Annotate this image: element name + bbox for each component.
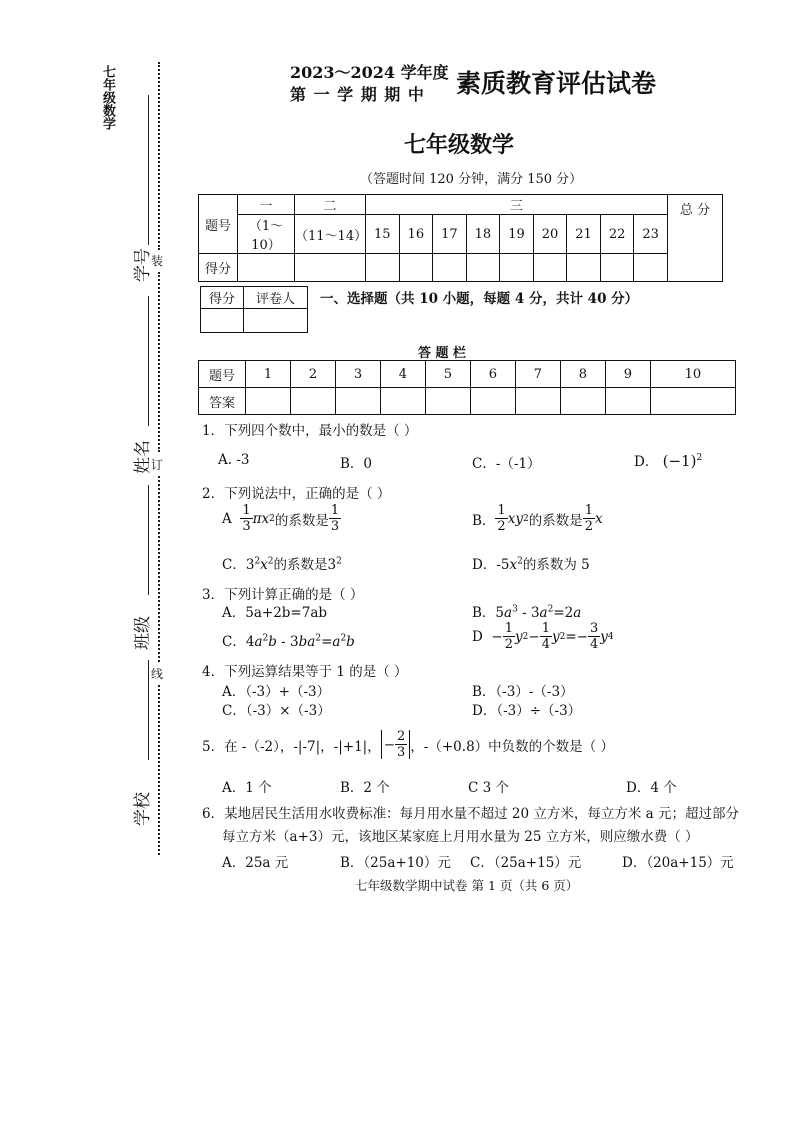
score-cell[interactable] <box>500 254 534 282</box>
q5-option-d: D．4 个 <box>626 780 677 796</box>
q4-option-d: D．（-3）÷（-3） <box>472 703 582 719</box>
answer-cell[interactable] <box>425 388 470 415</box>
question-number: 22 <box>600 215 634 254</box>
q4-option-c: C．（-3）×（-3） <box>222 703 331 719</box>
q2-option-a: A $\frac{1}{3}$ πx 2 的系数是 $\frac{1}{3}$ <box>222 503 340 534</box>
question-number: 21 <box>567 215 601 254</box>
seal-dotted-line <box>158 476 160 662</box>
grader-score-cell[interactable] <box>201 309 244 333</box>
q1-option-b: B．0 <box>340 456 373 472</box>
q6-option-c: C．（25a+15）元 <box>470 855 582 871</box>
subject-vertical-label: 七年级数学 <box>100 65 115 130</box>
answer-number: 6 <box>470 361 515 388</box>
q3-option-b: B．$5a^3 - 3a^2=2a$ <box>472 604 582 621</box>
answer-number: 8 <box>560 361 605 388</box>
q2-option-b-label: B． <box>472 512 496 529</box>
score-cell[interactable] <box>567 254 601 282</box>
q4-stem: 4．下列运算结果等于 1 的是（ ） <box>202 664 408 680</box>
q2-option-b-text: 的系数是 <box>528 512 583 529</box>
part-one-header: 一 <box>238 195 295 215</box>
student-id-label: 学号 <box>133 248 153 282</box>
q5-stem-suffix: ，-（+0.8）中负数的个数是（ ） <box>410 738 614 755</box>
question-number: 16 <box>399 215 433 254</box>
q6-stem-line-2: 每立方米（a+3）元，该地区某家庭上月用水量为 25 立方米，则应缴水费（ ） <box>222 829 699 845</box>
answer-bar-title: 答 题 栏 <box>418 346 467 361</box>
q3-option-c-label: C． <box>222 634 246 650</box>
score-cell[interactable] <box>366 254 400 282</box>
answer-cell[interactable] <box>605 388 650 415</box>
answer-table <box>198 360 736 415</box>
grader-box <box>200 286 308 333</box>
answer-cell[interactable] <box>380 388 425 415</box>
question-number: 17 <box>433 215 467 254</box>
q3-option-d: D − $\frac{1}{2}$ y 2 − $\frac{1}{4}$ y 2 =− $\frac{3}{4}$ y 4 <box>472 621 614 652</box>
q5-stem-prefix: 5．在 -（-2），-|-7|，-|+1|， <box>202 738 381 755</box>
grader-name-cell[interactable] <box>244 309 308 333</box>
score-cell[interactable] <box>238 254 295 282</box>
answer-number: 5 <box>425 361 470 388</box>
q2-option-d-label: D． <box>472 557 497 573</box>
student-id-line <box>148 95 149 245</box>
term-label: 第 一 学 期 期 中 <box>290 85 425 104</box>
q6-stem-line-1: 6．某地居民生活用水收费标准：每月用水量不超过 20 立方米，每立方米 a 元；超过部分 <box>202 806 739 822</box>
page-footer: 七年级数学期中试卷 第 1 页（共 6 页） <box>355 878 579 893</box>
q1-stem: 1．下列四个数中，最小的数是（ ） <box>202 423 418 439</box>
exam-title: 素质教育评估试卷 <box>456 69 657 98</box>
score-cell[interactable] <box>466 254 500 282</box>
question-number: 23 <box>634 215 668 254</box>
total-header: 总 分 <box>668 195 723 282</box>
answer-number: 9 <box>605 361 650 388</box>
seal-dotted-line <box>158 272 160 452</box>
answer-cell[interactable] <box>290 388 335 415</box>
q5-option-c: C 3 个 <box>468 780 510 796</box>
seal-dotted-line <box>158 685 160 855</box>
q2-option-a-text: 的系数是 <box>274 512 329 529</box>
q1-option-a: A. -3 <box>218 452 250 468</box>
question-number: 18 <box>466 215 500 254</box>
answer-number: 3 <box>335 361 380 388</box>
score-cell[interactable] <box>399 254 433 282</box>
q5-option-a: A．1 个 <box>222 780 272 796</box>
answer-cell[interactable] <box>515 388 560 415</box>
q6-option-b: B．（25a+10）元 <box>340 855 451 871</box>
part-one-range: （1～10） <box>238 215 295 254</box>
q2-stem: 2．下列说法中，正确的是（ ） <box>202 486 391 502</box>
name-label: 姓名 <box>133 440 153 474</box>
part-two-header: 二 <box>295 195 366 215</box>
school-line <box>148 660 149 760</box>
name-line <box>148 296 149 426</box>
q1-option-d: D． $(-1)^2$ <box>634 452 703 470</box>
answer-number: 7 <box>515 361 560 388</box>
grader-score-label: 得分 <box>201 287 244 309</box>
answer-cell[interactable] <box>246 388 291 415</box>
q3-option-c: C．$4a^2b - 3ba^2=a^2b$ <box>222 633 355 650</box>
question-number: 19 <box>500 215 534 254</box>
answer-number: 10 <box>650 361 735 388</box>
score-cell[interactable] <box>295 254 366 282</box>
q2-option-b: B． $\frac{1}{2}$ xy 2 的系数是 $\frac{1}{2}$ x <box>472 503 603 534</box>
q1-option-d-label: D． <box>634 454 659 470</box>
class-line <box>148 485 149 595</box>
subject-title: 七年级数学 <box>404 133 515 158</box>
seal-mark-line: 线 <box>151 667 164 681</box>
q6-option-a: A．25a 元 <box>222 855 289 871</box>
section-one-title: 一、选择题（共 10 小题，每题 4 分，共计 40 分） <box>320 291 639 307</box>
q3-option-b-label: B． <box>472 605 496 621</box>
exam-info: （答题时间 120 分钟，满分 150 分） <box>360 172 583 187</box>
class-label: 班级 <box>133 616 153 650</box>
q2-option-c-text: 的系数是 <box>273 557 328 573</box>
question-number: 15 <box>366 215 400 254</box>
q1-option-c: C．-（-1） <box>472 456 541 472</box>
score-cell[interactable] <box>600 254 634 282</box>
q4-option-b: B．（-3）-（-3） <box>472 684 574 700</box>
q6-option-d: D．（20a+15）元 <box>622 855 734 871</box>
answer-row-label: 答案 <box>199 388 246 415</box>
q3-option-a: A．5a+2b=7ab <box>222 605 328 621</box>
q2-option-d-text: 的系数为 5 <box>522 557 590 573</box>
score-row-label: 题号 <box>199 195 238 254</box>
q3-stem: 3．下列计算正确的是（ ） <box>202 587 364 603</box>
seal-mark-bind: 装 <box>151 254 164 268</box>
q5-option-b: B．2 个 <box>340 780 390 796</box>
answer-cell[interactable] <box>335 388 380 415</box>
q2-option-c: C．$3^2x^2$的系数是$3^2$ <box>222 556 342 573</box>
seal-dotted-line <box>158 62 160 250</box>
score-table <box>198 194 723 282</box>
answer-number: 1 <box>246 361 291 388</box>
answer-cell[interactable] <box>470 388 515 415</box>
score-cell[interactable] <box>634 254 668 282</box>
answer-cell[interactable] <box>650 388 735 415</box>
score-cell[interactable] <box>433 254 467 282</box>
q3-option-d-label: D <box>472 628 483 645</box>
question-number: 20 <box>533 215 567 254</box>
school-year: 2023～2024 学年度 <box>290 63 449 82</box>
q4-option-a: A．（-3）+（-3） <box>222 684 331 700</box>
answer-cell[interactable] <box>560 388 605 415</box>
part-two-range: （11～14） <box>295 215 366 254</box>
school-label: 学校 <box>133 792 153 826</box>
answer-number: 4 <box>380 361 425 388</box>
answer-row-label: 题号 <box>199 361 246 388</box>
part-three-header: 三 <box>366 195 668 215</box>
q2-option-a-label: A <box>222 510 232 527</box>
score-label: 得分 <box>199 254 238 282</box>
grader-name-label: 评卷人 <box>244 287 308 309</box>
q2-option-d: D．$-5x^2$的系数为 5 <box>472 556 590 573</box>
answer-number: 2 <box>290 361 335 388</box>
score-cell[interactable] <box>533 254 567 282</box>
seal-mark-staple: 订 <box>151 458 164 472</box>
q2-option-c-label: C． <box>222 557 246 573</box>
q5-stem: 5．在 -（-2），-|-7|，-|+1|， − $\frac{2}{3}$ ，-（+0.8）中负数的个数是（ ） <box>202 729 614 760</box>
